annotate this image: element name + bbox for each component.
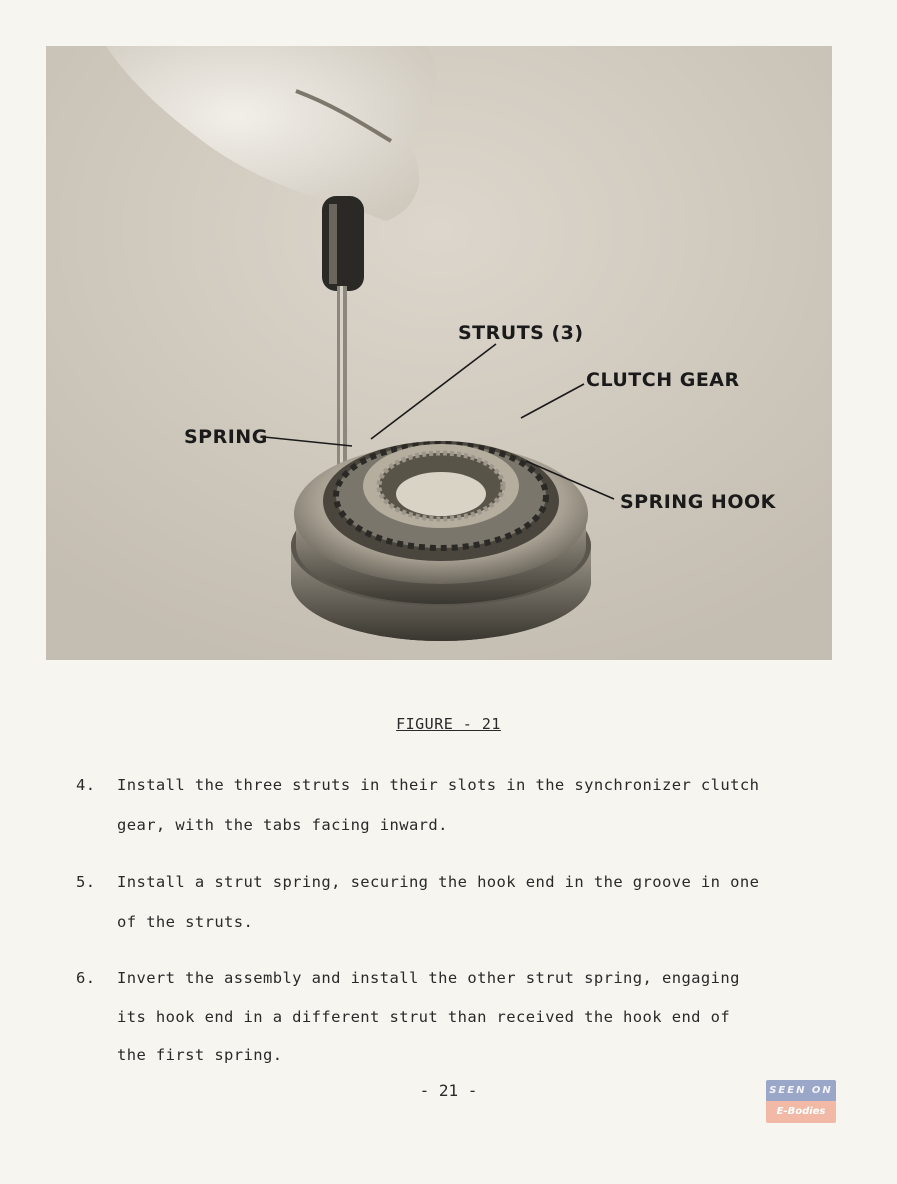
label-clutch-gear: CLUTCH GEAR [586, 369, 740, 391]
page-number: - 21 - [419, 1081, 478, 1100]
label-spring-hook: SPRING HOOK [620, 491, 776, 513]
step-line: Invert the assembly and install the other strut spring, engaging [117, 969, 740, 987]
watermark-bottom: E-Bodies [766, 1101, 836, 1123]
step-line: of the struts. [117, 913, 254, 931]
synchronizer-photo-illustration [46, 46, 832, 660]
step-number: 5. [76, 873, 96, 891]
step-number: 6. [76, 969, 96, 987]
label-spring: SPRING [184, 426, 268, 448]
step-line: Install a strut spring, securing the hook end in the groove in one [117, 873, 760, 891]
step-line: Install the three struts in their slots in the synchronizer clutch [117, 776, 760, 794]
step-line: the first spring. [117, 1046, 283, 1064]
figure-caption-text: FIGURE - 21 [396, 715, 501, 733]
figure-photo [46, 46, 832, 660]
figure-caption [0, 715, 897, 733]
label-struts: STRUTS (3) [458, 322, 584, 344]
watermark-logo [766, 1080, 836, 1123]
synchronizer-assembly [291, 441, 591, 641]
step-line: its hook end in a different strut than received the hook end of [117, 1008, 731, 1026]
step-line: gear, with the tabs facing inward. [117, 816, 448, 834]
step-number: 4. [76, 776, 96, 794]
watermark-top: SEEN ON [766, 1080, 836, 1101]
